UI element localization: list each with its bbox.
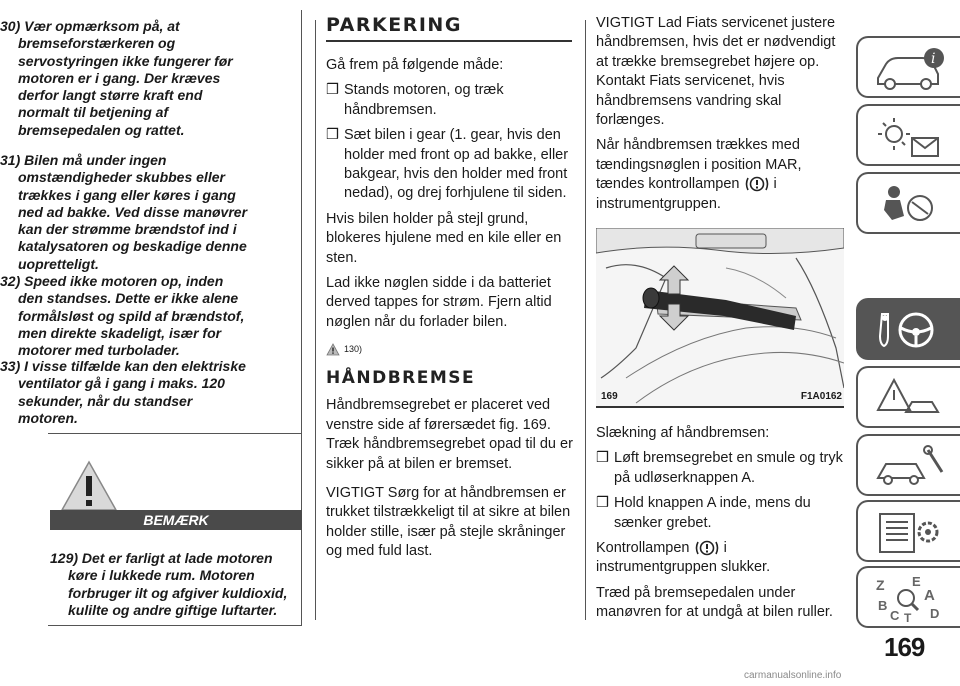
parkering-bullet-1: ❒ Stands motoren, og træk håndbremsen. [326,82,504,118]
parkering-p2: Lad ikke nøglen sidde i da batteriet derved tappes for strøm. Fjern altid nøglen når du forlader bilen. [326,275,552,330]
heading-handbremse: HÅNDBREMSE [326,368,476,389]
figure-rule [596,406,844,408]
tab-maintenance[interactable] [856,434,960,496]
svg-text:Z: Z [876,577,885,593]
dashboard-lights-icon [872,112,952,162]
airbag-seat-icon [872,180,952,230]
warning-triangle-car-icon [872,374,952,424]
steering-wheel-key-icon [872,306,952,356]
note-label: BEMÆRK [50,510,302,530]
heading-parkering: PARKERING [326,14,462,36]
svg-text:i: i [931,51,936,67]
index-letters-icon [872,574,952,624]
svg-text:T: T [904,611,912,624]
parkering-bullet-2: ❒ Sæt bilen i gear (1. gear, hvis den holder med front op ad bakke, eller bakgear, hvis den holder med front nedad), og drej forhjulene til siden. [326,127,569,202]
bullet-mark: ❒ [326,82,339,99]
bullet-mark: ❒ [596,450,609,467]
page-number: 169 [884,632,925,662]
release-bullet-1: ❒ Løft bremsegrebet en smule og tryk på udløserknappen A. [596,450,843,486]
note-129: 129) Det er farligt at lade motoren køre i lukkede rum. Motoren forbruger ilt og afgiver kuldioxid, kulilte og andre giftige luftarter. [50,550,288,618]
handbrake-figure [596,228,844,406]
car-info-icon [872,44,952,94]
svg-text:E: E [912,574,921,589]
tab-technical-data[interactable] [856,500,960,562]
bullet-mark: ❒ [326,127,339,144]
bullet-mark: ❒ [596,495,609,512]
reference-130: 130) [326,340,574,356]
warning-ref-icon [326,343,340,356]
right-p2: Når håndbremsen trækkes med tændingsnøglen i position MAR, tændes kontrollampen i instrumentgruppen. [596,137,802,212]
heading-rule [326,40,572,42]
middle-column [326,14,574,562]
column-divider-left [315,20,316,620]
release-p4: Træd på bremsepedalen under manøvren for at undgå at bilen ruller. [596,584,833,621]
handbremse-p1: Håndbremsegrebet er placeret ved venstre side af førersædet fig. 169. Træk håndbremsegrebet opad til du er sikker på at bilen er bremset. [326,397,573,472]
right-p1: VIGTIGT Lad Fiats servicenet justere håndbremsen, hvis det er nødvendigt at trække bremsegrebet højere op. Kontakt Fiats servicenet, hvis håndbremsens vandring skal forlænges. [596,15,836,129]
svg-text:D: D [930,606,940,621]
figure-number: 169 [601,391,618,402]
release-section [596,424,846,623]
tab-starting-driving[interactable] [856,298,960,360]
warning-triangle-icon [60,460,118,512]
release-bullet-2: ❒ Hold knappen A inde, mens du sænker grebet. [596,495,811,531]
warning-32: 32) Speed ikke motoren op, inden den standses. Dette er ikke alene formålsløst og spild af brændstof, men direkte skadeligt, især for motorer med turbolader. [0,273,245,359]
figure-caption [596,391,844,405]
handbremse-p2: VIGTIGT Sørg for at håndbremsen er trukket tilstrækkeligt til at sikre at bilen holder stille, især på stejle skråninger og med fuld last. [326,484,571,560]
brake-warning-lamp-icon [744,175,770,193]
tab-emergency[interactable] [856,366,960,428]
warning-31: 31) Bilen må under ingen omstændigheder skubbes eller trækkes i gang eller køres i gang ned ad bakke. Ved disse manøvrer kan der strømme brændstof ind i katalysatoren og beskadige denne uopretteligt. [0,152,248,272]
tab-safety[interactable] [856,172,960,234]
figure-code: F1A0162 [800,391,842,402]
footer-watermark: carmanualsonline.info [744,670,842,681]
column-divider-right [585,20,586,620]
release-title: Slækning af håndbremsen: [596,425,770,441]
warning-30: 30) Vær opmærksom på, at bremseforstærkeren og servostyringen ikke fungerer før motoren er i gang. Der kræves derfor langt større kraft end normalt til betjening af bremsepedalen og rattet. [0,18,233,138]
brake-warning-lamp-icon [694,539,720,557]
right-column [596,14,846,214]
car-wrench-icon [872,442,952,492]
svg-text:A: A [924,587,935,604]
tab-dashboard-lights[interactable] [856,104,960,166]
tab-index[interactable] [856,566,960,628]
svg-text:C: C [890,608,900,623]
tab-car-info[interactable] [856,36,960,98]
warning-33: 33) I visse tilfælde kan den elektriske ventilator gå i gang i maks. 120 sekunder, når du standser motoren. [0,358,246,426]
specs-list-icon [872,508,952,558]
handbrake-illustration [596,228,844,406]
release-p3: Kontrollampen i instrumentgruppen slukker. [596,540,771,576]
parkering-intro: Gå frem på følgende måde: [326,57,504,73]
svg-text:B: B [878,598,888,613]
parkering-p1: Hvis bilen holder på stejl grund, blokeres hjulene med en kile eller en sten. [326,210,562,266]
